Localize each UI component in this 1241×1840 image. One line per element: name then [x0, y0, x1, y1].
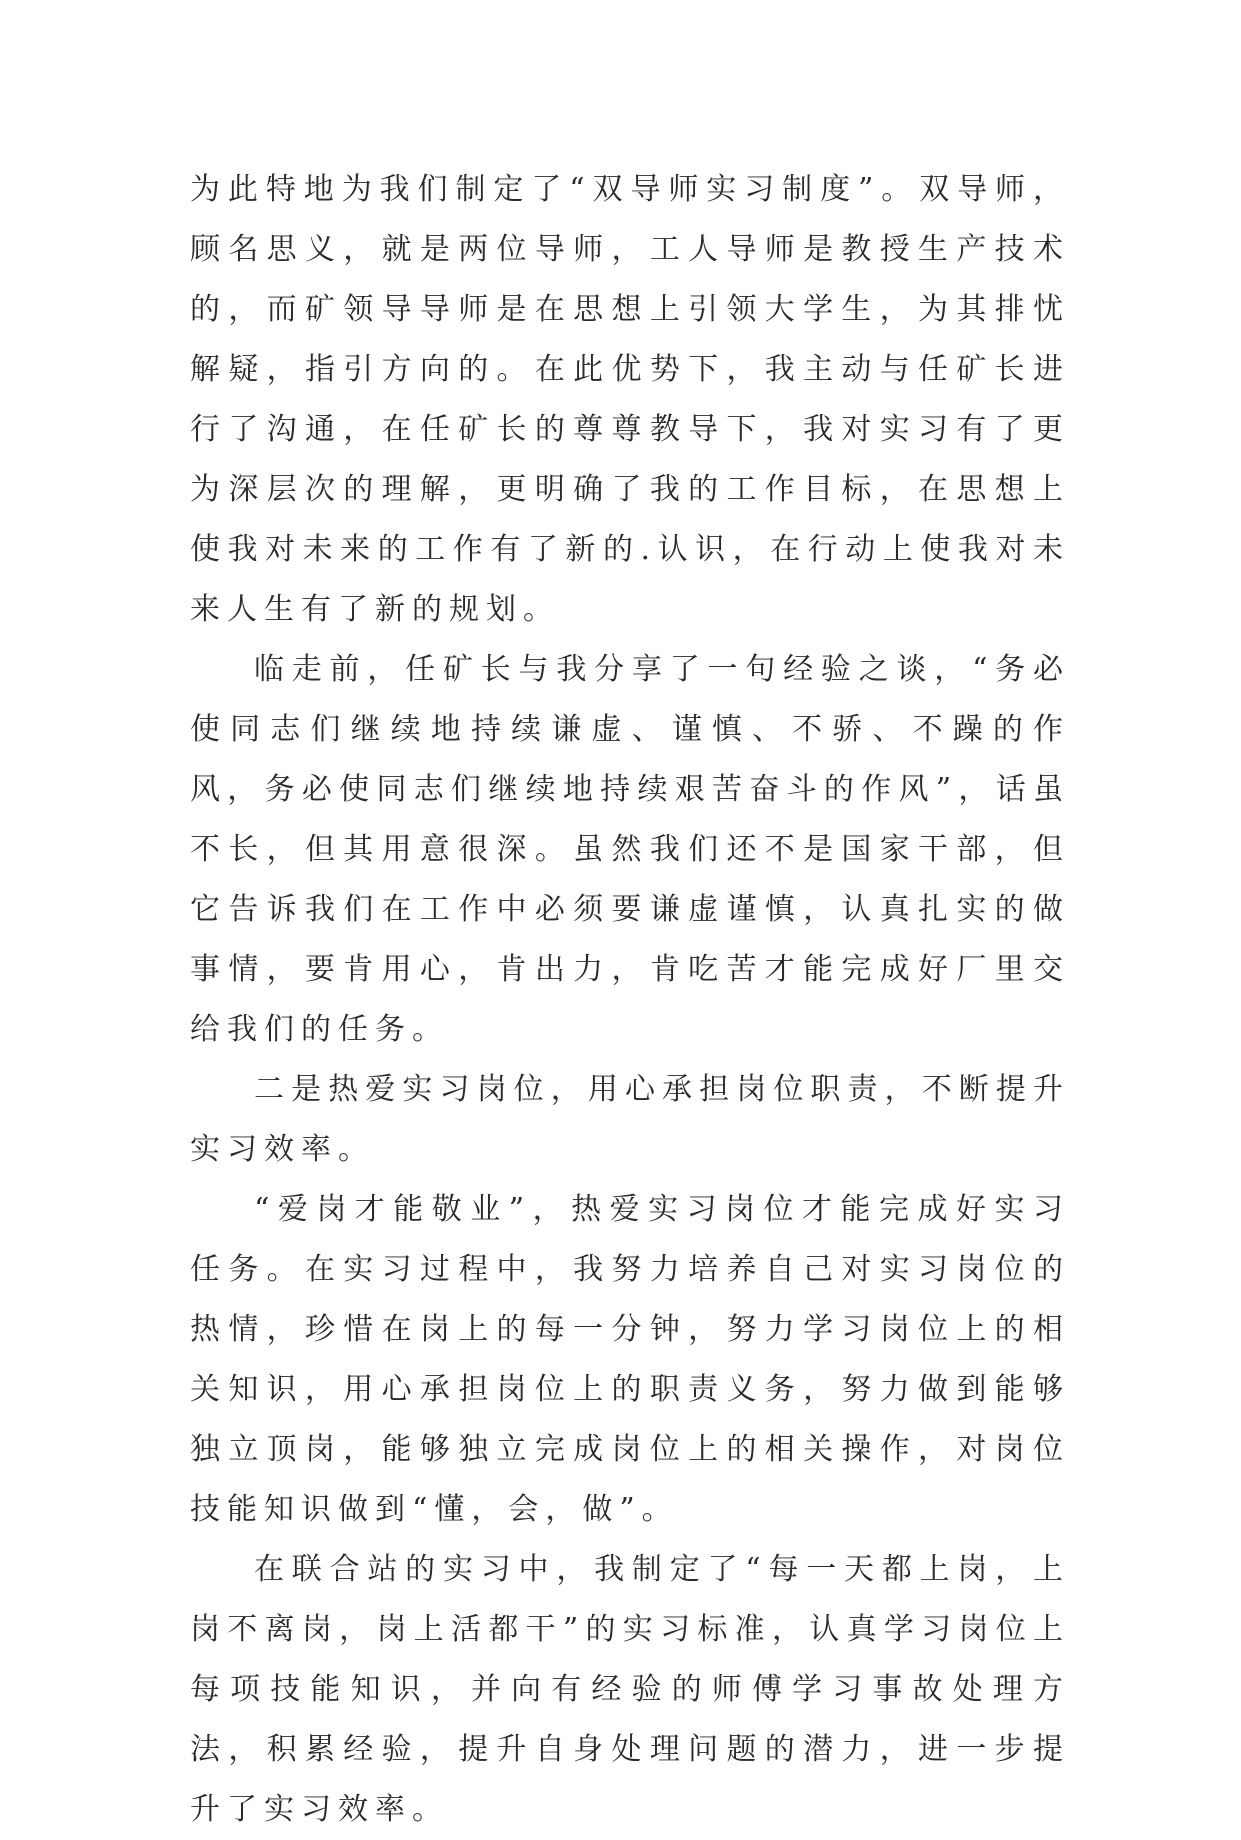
paragraph-2: 临走前，任矿长与我分享了一句经验之谈，“务必使同志们继续地持续谦虚、谨慎、不骄、不躁的作风，务必使同志们继续地持续艰苦奋斗的作风”，话虽不长，但其用意很深。虽然我们还不是国家干部，但它告诉我们在工作中必须要谦虚谨慎，认真扎实的做事情，要肯用心，肯出力，肯吃苦才能完成好厂里交给我们的任务。 [190, 652, 1070, 1047]
paragraph-3: 二是热爱实习岗位，用心承担岗位职责，不断提升实习效率。 [190, 1072, 1070, 1167]
paragraph-4: “爱岗才能敬业”，热爱实习岗位才能完成好实习任务。在实习过程中，我努力培养自己对实习岗位的热情，珍惜在岗上的每一分钟，努力学习岗位上的相关知识，用心承担岗位上的职责义务，努力做到能够独立顶岗，能够独立完成岗位上的相关操作，对岗位技能知识做到“懂，会，做”。 [190, 1192, 1070, 1527]
paragraph-5: 在联合站的实习中，我制定了“每一天都上岗，上岗不离岗，岗上活都干”的实习标准，认真学习岗位上每项技能知识，并向有经验的师傅学习事故处理方法，积累经验，提升自身处理问题的潜力，进一步提升了实习效率。 [190, 1552, 1070, 1827]
document-body [190, 160, 1070, 1840]
paragraph-1: 为此特地为我们制定了“双导师实习制度”。双导师，顾名思义，就是两位导师，工人导师是教授生产技术的，而矿领导导师是在思想上引领大学生，为其排忧解疑，指引方向的。在此优势下，我主动与任矿长进行了沟通，在任矿长的尊尊教导下，我对实习有了更为深层次的理解，更明确了我的工作目标，在思想上使我对未来的工作有了新的.认识，在行动上使我对未来人生有了新的规划。 [190, 172, 1070, 627]
